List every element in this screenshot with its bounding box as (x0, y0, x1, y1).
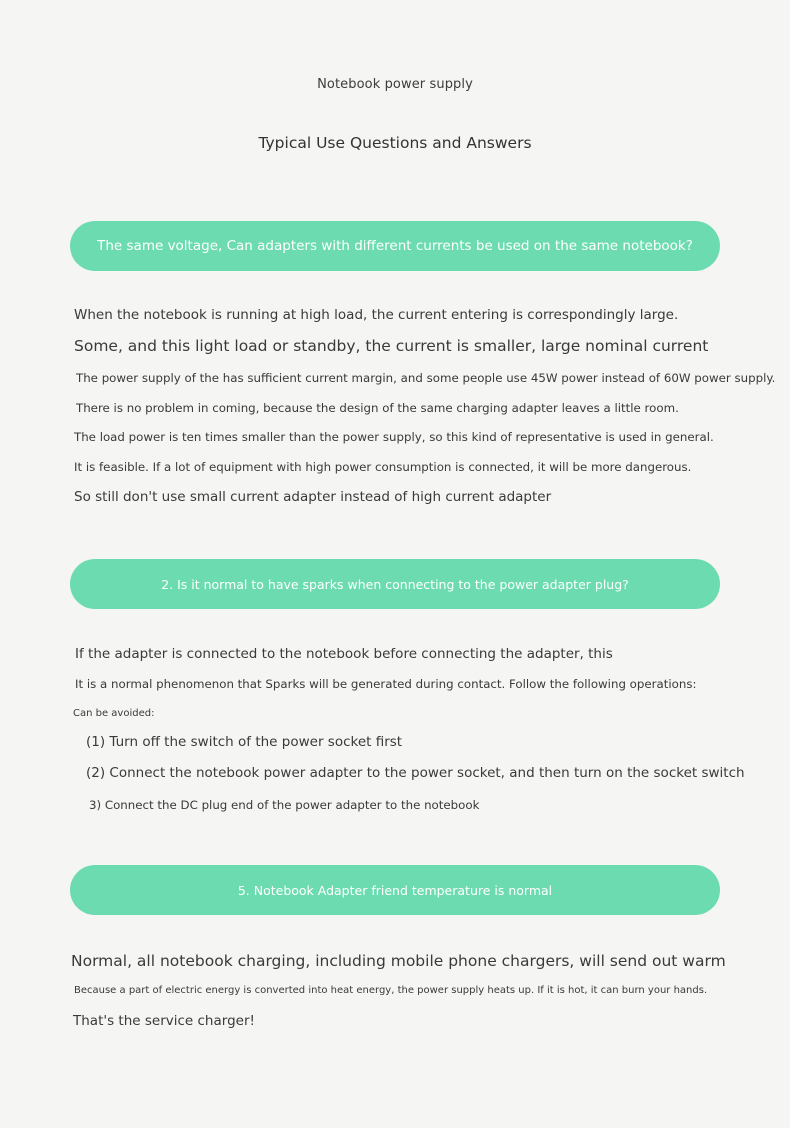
answer-line: If the adapter is connected to the notebook before connecting the adapter, this (75, 646, 613, 662)
answer-line: It is a normal phenomenon that Sparks will be generated during contact. Follow the following operations: (75, 677, 697, 691)
step-item-2: (2) Connect the notebook power adapter to the power socket, and then turn on the socket switch (86, 765, 745, 781)
question-banner-1: The same voltage, Can adapters with different currents be used on the same notebook? (70, 221, 720, 271)
answer-line: There is no problem in coming, because the design of the same charging adapter leaves a little room. (76, 401, 679, 415)
question-banner-2: 2. Is it normal to have sparks when connecting to the power adapter plug? (70, 559, 720, 609)
page-kicker: Notebook power supply (317, 77, 473, 92)
answer-line: Some, and this light load or standby, the current is smaller, large nominal current (74, 337, 709, 355)
answer-line: The power supply of the has sufficient current margin, and some people use 45W power instead of 60W power supply. (76, 371, 776, 385)
answer-line: That's the service charger! (73, 1013, 255, 1029)
answer-line: When the notebook is running at high load, the current entering is correspondingly large. (74, 307, 679, 323)
answer-line: The load power is ten times smaller than the power supply, so this kind of representative is used in general. (74, 430, 714, 444)
step-item-3: 3) Connect the DC plug end of the power adapter to the notebook (89, 798, 480, 812)
answer-line: Normal, all notebook charging, including mobile phone chargers, will send out warm (71, 952, 726, 970)
page-title: Typical Use Questions and Answers (258, 134, 532, 152)
answer-line: It is feasible. If a lot of equipment with high power consumption is connected, it will be more dangerous. (74, 460, 692, 474)
question-banner-3: 5. Notebook Adapter friend temperature is normal (70, 865, 720, 915)
answer-line: Because a part of electric energy is converted into heat energy, the power supply heats up. If it is hot, it can burn your hands. (74, 985, 708, 996)
step-item-1: (1) Turn off the switch of the power socket first (86, 734, 403, 750)
answer-line: So still don't use small current adapter instead of high current adapter (74, 489, 552, 505)
answer-line: Can be avoided: (73, 708, 155, 719)
